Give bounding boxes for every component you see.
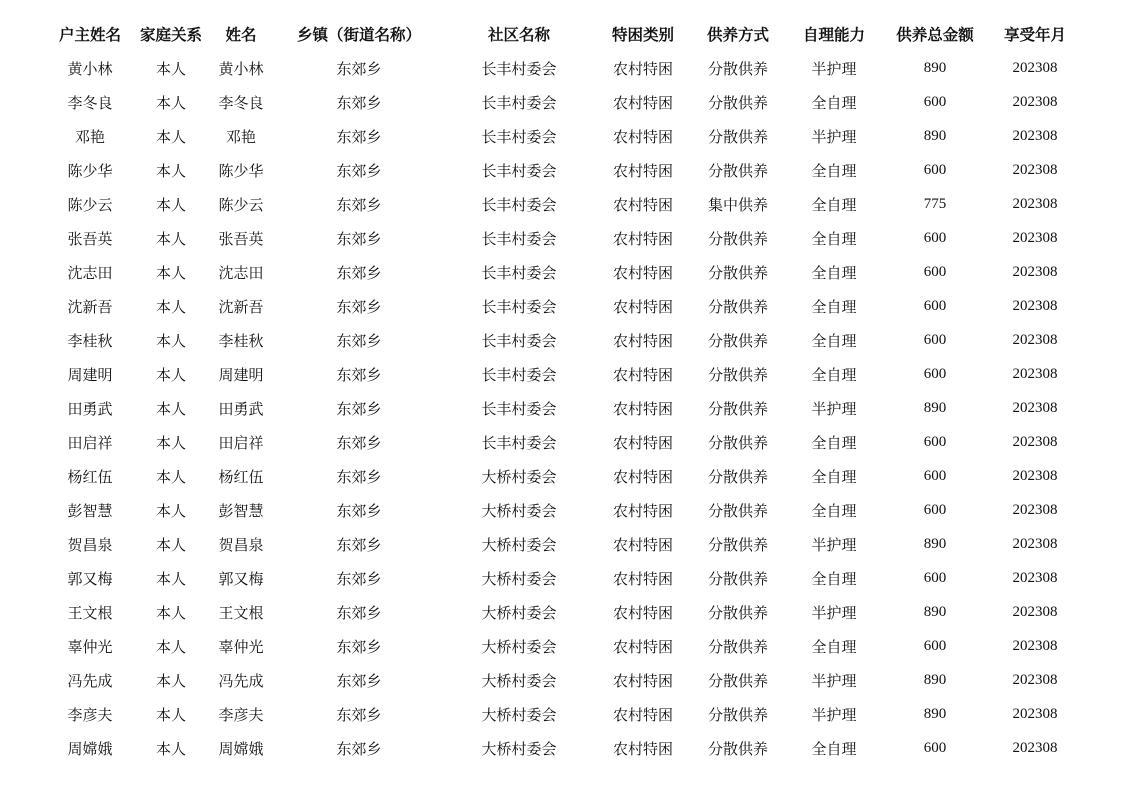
table-row xyxy=(45,595,1083,629)
cell-householder-name: 辜仲光 xyxy=(67,637,113,656)
cell-self-care: 全自理 xyxy=(811,161,857,180)
cell-category: 农村特困 xyxy=(612,569,673,588)
cell-support-mode: 分散供养 xyxy=(707,331,768,350)
cell-community: 长丰村委会 xyxy=(481,59,557,78)
table-row xyxy=(45,697,1083,731)
cell-community: 长丰村委会 xyxy=(481,263,557,282)
cell-self-care: 半护理 xyxy=(811,59,857,78)
cell-householder-name: 黄小林 xyxy=(67,59,113,78)
cell-self-care: 全自理 xyxy=(811,195,857,214)
table-row xyxy=(45,731,1083,765)
table-body xyxy=(45,51,1083,765)
table-row xyxy=(45,323,1083,357)
cell-self-care: 全自理 xyxy=(811,739,857,758)
cell-householder-name: 李彦夫 xyxy=(67,705,113,724)
cell-family-relation: 本人 xyxy=(155,331,186,350)
cell-category: 农村特困 xyxy=(612,467,673,486)
cell-category: 农村特困 xyxy=(612,297,673,316)
cell-householder-name: 冯先成 xyxy=(67,671,113,690)
cell-period: 202308 xyxy=(1012,229,1058,246)
cell-community: 长丰村委会 xyxy=(481,161,557,180)
cell-amount: 600 xyxy=(923,501,947,518)
cell-township: 东郊乡 xyxy=(336,671,382,690)
cell-period: 202308 xyxy=(1012,603,1058,620)
cell-name: 黄小林 xyxy=(218,59,264,78)
cell-period: 202308 xyxy=(1012,501,1058,518)
header-support-mode: 供养方式 xyxy=(706,25,769,44)
cell-self-care: 全自理 xyxy=(811,263,857,282)
table-row xyxy=(45,493,1083,527)
cell-period: 202308 xyxy=(1012,399,1058,416)
cell-support-mode: 分散供养 xyxy=(707,705,768,724)
cell-self-care: 全自理 xyxy=(811,433,857,452)
cell-period: 202308 xyxy=(1012,535,1058,552)
table-row xyxy=(45,663,1083,697)
cell-township: 东郊乡 xyxy=(336,161,382,180)
cell-community: 大桥村委会 xyxy=(481,501,557,520)
cell-householder-name: 贺昌泉 xyxy=(67,535,113,554)
cell-amount: 600 xyxy=(923,739,947,756)
cell-householder-name: 杨红伍 xyxy=(67,467,113,486)
table-row xyxy=(45,51,1083,85)
cell-township: 东郊乡 xyxy=(336,535,382,554)
table-row xyxy=(45,391,1083,425)
cell-householder-name: 陈少华 xyxy=(67,161,113,180)
cell-category: 农村特困 xyxy=(612,433,673,452)
cell-family-relation: 本人 xyxy=(155,603,186,622)
table-row xyxy=(45,459,1083,493)
assistance-table xyxy=(45,17,1083,765)
cell-community: 长丰村委会 xyxy=(481,93,557,112)
cell-support-mode: 分散供养 xyxy=(707,603,768,622)
cell-self-care: 半护理 xyxy=(811,603,857,622)
header-township: 乡镇（街道名称） xyxy=(296,25,421,44)
cell-amount: 890 xyxy=(923,535,947,552)
cell-category: 农村特困 xyxy=(612,59,673,78)
cell-householder-name: 周建明 xyxy=(67,365,113,384)
cell-family-relation: 本人 xyxy=(155,229,186,248)
cell-township: 东郊乡 xyxy=(336,365,382,384)
table-row xyxy=(45,221,1083,255)
cell-period: 202308 xyxy=(1012,467,1058,484)
cell-category: 农村特困 xyxy=(612,739,673,758)
table-row xyxy=(45,187,1083,221)
cell-family-relation: 本人 xyxy=(155,433,186,452)
cell-township: 东郊乡 xyxy=(336,569,382,588)
cell-self-care: 全自理 xyxy=(811,467,857,486)
cell-amount: 600 xyxy=(923,365,947,382)
cell-family-relation: 本人 xyxy=(155,365,186,384)
cell-township: 东郊乡 xyxy=(336,739,382,758)
cell-support-mode: 分散供养 xyxy=(707,501,768,520)
cell-name: 郭又梅 xyxy=(218,569,264,588)
cell-township: 东郊乡 xyxy=(336,637,382,656)
cell-name: 贺昌泉 xyxy=(218,535,264,554)
cell-category: 农村特困 xyxy=(612,331,673,350)
cell-self-care: 半护理 xyxy=(811,705,857,724)
cell-family-relation: 本人 xyxy=(155,399,186,418)
table-row xyxy=(45,629,1083,663)
cell-householder-name: 李冬良 xyxy=(67,93,113,112)
cell-support-mode: 分散供养 xyxy=(707,161,768,180)
cell-family-relation: 本人 xyxy=(155,161,186,180)
cell-support-mode: 分散供养 xyxy=(707,399,768,418)
cell-township: 东郊乡 xyxy=(336,229,382,248)
cell-householder-name: 田勇武 xyxy=(67,399,113,418)
table-row xyxy=(45,561,1083,595)
cell-family-relation: 本人 xyxy=(155,59,186,78)
cell-name: 李桂秋 xyxy=(218,331,264,350)
header-family-relation: 家庭关系 xyxy=(139,25,202,44)
header-householder-name: 户主姓名 xyxy=(58,25,121,44)
cell-township: 东郊乡 xyxy=(336,127,382,146)
cell-community: 大桥村委会 xyxy=(481,467,557,486)
cell-category: 农村特困 xyxy=(612,501,673,520)
cell-period: 202308 xyxy=(1012,365,1058,382)
cell-period: 202308 xyxy=(1012,93,1058,110)
cell-amount: 600 xyxy=(923,331,947,348)
cell-name: 田启祥 xyxy=(218,433,264,452)
cell-family-relation: 本人 xyxy=(155,127,186,146)
cell-family-relation: 本人 xyxy=(155,93,186,112)
cell-period: 202308 xyxy=(1012,127,1058,144)
header-category: 特困类别 xyxy=(611,25,674,44)
cell-family-relation: 本人 xyxy=(155,705,186,724)
cell-support-mode: 分散供养 xyxy=(707,263,768,282)
cell-amount: 600 xyxy=(923,569,947,586)
cell-self-care: 全自理 xyxy=(811,297,857,316)
cell-support-mode: 分散供养 xyxy=(707,535,768,554)
cell-community: 大桥村委会 xyxy=(481,637,557,656)
table-row xyxy=(45,527,1083,561)
table-header-row xyxy=(45,17,1083,51)
cell-township: 东郊乡 xyxy=(336,59,382,78)
cell-period: 202308 xyxy=(1012,59,1058,76)
cell-self-care: 全自理 xyxy=(811,331,857,350)
cell-householder-name: 沈志田 xyxy=(67,263,113,282)
cell-support-mode: 分散供养 xyxy=(707,569,768,588)
cell-community: 大桥村委会 xyxy=(481,671,557,690)
cell-support-mode: 分散供养 xyxy=(707,739,768,758)
cell-family-relation: 本人 xyxy=(155,297,186,316)
cell-category: 农村特困 xyxy=(612,365,673,384)
cell-township: 东郊乡 xyxy=(336,195,382,214)
cell-support-mode: 分散供养 xyxy=(707,365,768,384)
cell-name: 彭智慧 xyxy=(218,501,264,520)
header-self-care: 自理能力 xyxy=(802,25,865,44)
cell-amount: 890 xyxy=(923,399,947,416)
cell-period: 202308 xyxy=(1012,637,1058,654)
cell-self-care: 全自理 xyxy=(811,365,857,384)
cell-period: 202308 xyxy=(1012,739,1058,756)
table-row xyxy=(45,153,1083,187)
cell-category: 农村特困 xyxy=(612,93,673,112)
cell-community: 长丰村委会 xyxy=(481,127,557,146)
cell-self-care: 全自理 xyxy=(811,569,857,588)
cell-period: 202308 xyxy=(1012,263,1058,280)
cell-community: 大桥村委会 xyxy=(481,739,557,758)
cell-name: 陈少华 xyxy=(218,161,264,180)
cell-self-care: 半护理 xyxy=(811,535,857,554)
header-period: 享受年月 xyxy=(1003,25,1066,44)
cell-amount: 600 xyxy=(923,263,947,280)
cell-self-care: 全自理 xyxy=(811,637,857,656)
cell-community: 大桥村委会 xyxy=(481,569,557,588)
cell-category: 农村特困 xyxy=(612,127,673,146)
cell-support-mode: 分散供养 xyxy=(707,229,768,248)
cell-support-mode: 集中供养 xyxy=(707,195,768,214)
cell-community: 长丰村委会 xyxy=(481,297,557,316)
cell-amount: 600 xyxy=(923,433,947,450)
cell-support-mode: 分散供养 xyxy=(707,433,768,452)
cell-community: 大桥村委会 xyxy=(481,603,557,622)
cell-householder-name: 周嫦娥 xyxy=(67,739,113,758)
cell-name: 辜仲光 xyxy=(218,637,264,656)
cell-name: 陈少云 xyxy=(218,195,264,214)
cell-period: 202308 xyxy=(1012,297,1058,314)
cell-period: 202308 xyxy=(1012,705,1058,722)
cell-self-care: 全自理 xyxy=(811,229,857,248)
header-community: 社区名称 xyxy=(487,25,550,44)
cell-family-relation: 本人 xyxy=(155,467,186,486)
cell-amount: 890 xyxy=(923,127,947,144)
cell-family-relation: 本人 xyxy=(155,671,186,690)
cell-category: 农村特困 xyxy=(612,161,673,180)
cell-name: 邓艳 xyxy=(225,127,256,146)
cell-category: 农村特困 xyxy=(612,399,673,418)
cell-category: 农村特困 xyxy=(612,263,673,282)
cell-period: 202308 xyxy=(1012,433,1058,450)
cell-family-relation: 本人 xyxy=(155,569,186,588)
cell-category: 农村特困 xyxy=(612,671,673,690)
cell-name: 王文根 xyxy=(218,603,264,622)
cell-community: 长丰村委会 xyxy=(481,399,557,418)
cell-name: 周建明 xyxy=(218,365,264,384)
cell-amount: 600 xyxy=(923,229,947,246)
cell-family-relation: 本人 xyxy=(155,637,186,656)
cell-family-relation: 本人 xyxy=(155,501,186,520)
table-row xyxy=(45,255,1083,289)
cell-community: 长丰村委会 xyxy=(481,433,557,452)
cell-township: 东郊乡 xyxy=(336,263,382,282)
table-row xyxy=(45,357,1083,391)
header-amount: 供养总金额 xyxy=(896,25,974,44)
cell-community: 长丰村委会 xyxy=(481,195,557,214)
cell-township: 东郊乡 xyxy=(336,297,382,316)
cell-community: 大桥村委会 xyxy=(481,705,557,724)
cell-householder-name: 郭又梅 xyxy=(67,569,113,588)
cell-township: 东郊乡 xyxy=(336,501,382,520)
cell-period: 202308 xyxy=(1012,331,1058,348)
cell-township: 东郊乡 xyxy=(336,331,382,350)
cell-name: 沈新吾 xyxy=(218,297,264,316)
cell-name: 冯先成 xyxy=(218,671,264,690)
cell-name: 李彦夫 xyxy=(218,705,264,724)
cell-township: 东郊乡 xyxy=(336,705,382,724)
cell-support-mode: 分散供养 xyxy=(707,297,768,316)
cell-amount: 600 xyxy=(923,161,947,178)
cell-support-mode: 分散供养 xyxy=(707,671,768,690)
cell-self-care: 半护理 xyxy=(811,127,857,146)
cell-name: 李冬良 xyxy=(218,93,264,112)
cell-support-mode: 分散供养 xyxy=(707,59,768,78)
cell-township: 东郊乡 xyxy=(336,433,382,452)
table-row xyxy=(45,425,1083,459)
cell-amount: 890 xyxy=(923,59,947,76)
cell-support-mode: 分散供养 xyxy=(707,637,768,656)
cell-family-relation: 本人 xyxy=(155,195,186,214)
cell-householder-name: 邓艳 xyxy=(74,127,105,146)
cell-amount: 775 xyxy=(923,195,947,212)
cell-support-mode: 分散供养 xyxy=(707,467,768,486)
cell-community: 大桥村委会 xyxy=(481,535,557,554)
cell-self-care: 全自理 xyxy=(811,93,857,112)
table-row xyxy=(45,85,1083,119)
cell-community: 长丰村委会 xyxy=(481,365,557,384)
header-name: 姓名 xyxy=(225,25,257,44)
cell-name: 周嫦娥 xyxy=(218,739,264,758)
cell-name: 张吾英 xyxy=(218,229,264,248)
cell-township: 东郊乡 xyxy=(336,399,382,418)
cell-category: 农村特困 xyxy=(612,705,673,724)
cell-amount: 600 xyxy=(923,467,947,484)
cell-category: 农村特困 xyxy=(612,195,673,214)
cell-amount: 600 xyxy=(923,637,947,654)
cell-amount: 890 xyxy=(923,603,947,620)
cell-householder-name: 沈新吾 xyxy=(67,297,113,316)
cell-family-relation: 本人 xyxy=(155,535,186,554)
cell-period: 202308 xyxy=(1012,671,1058,688)
cell-householder-name: 陈少云 xyxy=(67,195,113,214)
cell-name: 田勇武 xyxy=(218,399,264,418)
cell-category: 农村特困 xyxy=(612,637,673,656)
cell-family-relation: 本人 xyxy=(155,263,186,282)
cell-self-care: 半护理 xyxy=(811,671,857,690)
cell-family-relation: 本人 xyxy=(155,739,186,758)
cell-township: 东郊乡 xyxy=(336,93,382,112)
cell-name: 杨红伍 xyxy=(218,467,264,486)
cell-householder-name: 李桂秋 xyxy=(67,331,113,350)
table-row xyxy=(45,119,1083,153)
cell-amount: 600 xyxy=(923,93,947,110)
table-row xyxy=(45,289,1083,323)
cell-category: 农村特困 xyxy=(612,603,673,622)
cell-amount: 890 xyxy=(923,671,947,688)
cell-community: 长丰村委会 xyxy=(481,229,557,248)
cell-self-care: 全自理 xyxy=(811,501,857,520)
cell-support-mode: 分散供养 xyxy=(707,93,768,112)
cell-category: 农村特困 xyxy=(612,229,673,248)
cell-category: 农村特困 xyxy=(612,535,673,554)
cell-amount: 890 xyxy=(923,705,947,722)
cell-amount: 600 xyxy=(923,297,947,314)
cell-community: 长丰村委会 xyxy=(481,331,557,350)
cell-householder-name: 彭智慧 xyxy=(67,501,113,520)
cell-householder-name: 张吾英 xyxy=(67,229,113,248)
cell-householder-name: 王文根 xyxy=(67,603,113,622)
cell-support-mode: 分散供养 xyxy=(707,127,768,146)
cell-township: 东郊乡 xyxy=(336,467,382,486)
cell-period: 202308 xyxy=(1012,569,1058,586)
cell-self-care: 半护理 xyxy=(811,399,857,418)
cell-name: 沈志田 xyxy=(218,263,264,282)
cell-township: 东郊乡 xyxy=(336,603,382,622)
cell-householder-name: 田启祥 xyxy=(67,433,113,452)
cell-period: 202308 xyxy=(1012,195,1058,212)
cell-period: 202308 xyxy=(1012,161,1058,178)
